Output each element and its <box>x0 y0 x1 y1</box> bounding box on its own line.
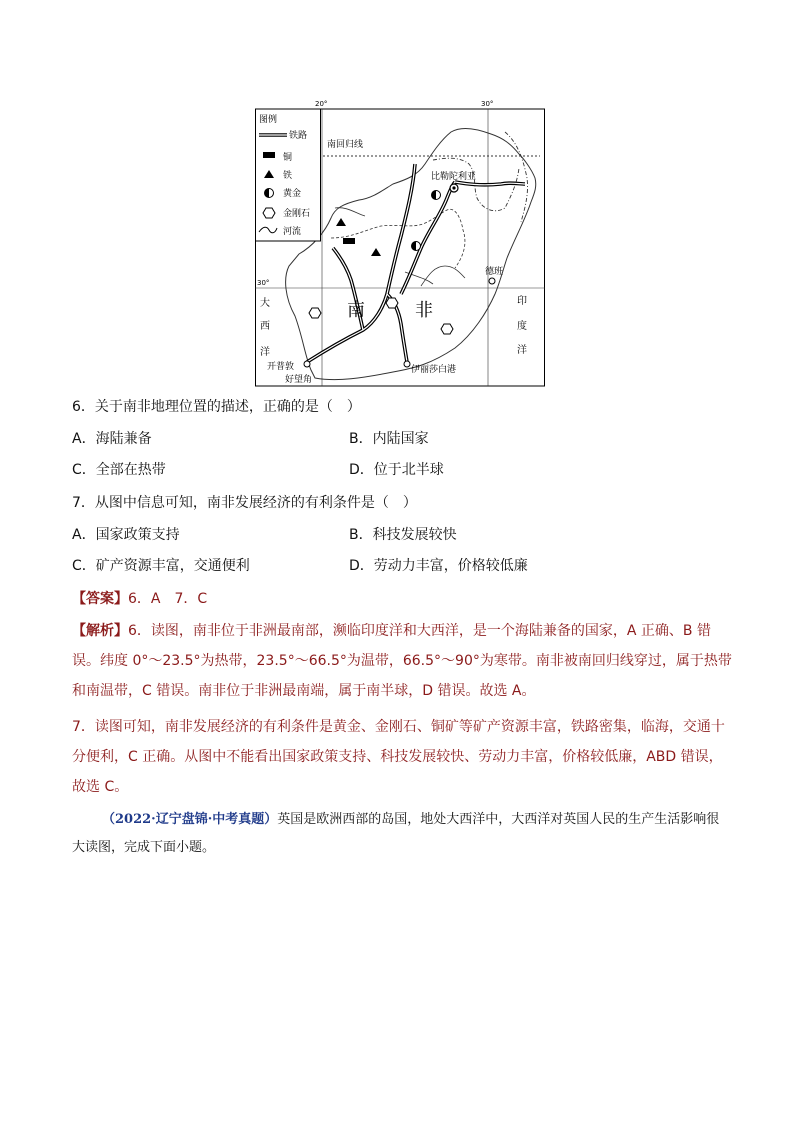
q7-option-c[interactable]: C．矿产资源丰富，交通便利 <box>72 558 250 574</box>
capetown-marker <box>304 361 310 367</box>
q7-option-a[interactable]: A．国家政策支持 <box>72 527 180 543</box>
city-pretoria: 比勒陀利亚 <box>431 172 477 182</box>
analysis-text-1: 6．读图，南非位于非洲最南部，濒临印度洋和大西洋，是一个海陆兼备的国家，A 正确、B 错误。纬度 0°～23.5°为热带，23.5°～66.5°为温带，66.5°～90°为寒带。南非被南回归线穿过，属于热带和南温带，C 错误。南非位于非洲最南端，属于南半球，D 错误。故选 A。 <box>72 623 732 699</box>
q6-option-c[interactable]: C．全部在热带 <box>72 462 166 478</box>
next-question-intro <box>72 806 732 862</box>
diamond-icon <box>441 324 453 334</box>
legend-iron: 铁 <box>283 171 293 181</box>
indian-char-1: 印 <box>517 296 527 307</box>
legend-gold: 黄金 <box>283 189 302 199</box>
indian-char-2: 度 <box>517 321 527 332</box>
lon-label-20: 20° <box>315 100 328 108</box>
q7-stem: 7．从图中信息可知，南非发展经济的有利条件是（ ） <box>72 495 417 511</box>
city-capetown: 开普敦 <box>267 362 295 372</box>
country-char-2: 非 <box>415 300 433 321</box>
atlantic-char-2: 西 <box>260 321 270 332</box>
q7-option-b[interactable]: B．科技发展较快 <box>349 527 457 543</box>
answer-tag: 【答案】 <box>72 591 128 607</box>
indian-char-3: 洋 <box>517 345 527 356</box>
legend-river: 河流 <box>283 227 302 237</box>
durban-marker <box>489 278 495 284</box>
q6-stem: 6．关于南非地理位置的描述，正确的是（ ） <box>72 399 361 415</box>
answer-line <box>72 589 207 609</box>
country-char-1: 南 <box>347 300 365 321</box>
city-durban: 德班 <box>485 267 504 277</box>
legend-railway: 铁路 <box>289 131 308 141</box>
answer-text: 6．A 7．C <box>128 591 208 607</box>
legend-copper: 铜 <box>283 153 293 163</box>
port-elizabeth-marker <box>404 361 410 367</box>
question-source: （2022·辽宁盘锦·中考真题） <box>102 812 278 827</box>
q6-option-b[interactable]: B．内陆国家 <box>349 431 429 447</box>
tropic-label: 南回归线 <box>327 140 364 150</box>
analysis-paragraph-1 <box>72 616 732 706</box>
q6-option-d[interactable]: D．位于北半球 <box>349 462 444 478</box>
atlantic-char-3: 洋 <box>260 347 270 358</box>
lat-label-30: 30° <box>257 279 270 287</box>
diamond-icon <box>263 208 275 218</box>
q6-option-a[interactable]: A．海陆兼备 <box>72 431 152 447</box>
q7-option-d[interactable]: D．劳动力丰富，价格较低廉 <box>349 558 528 574</box>
atlantic-char-1: 大 <box>260 298 270 309</box>
intro-text: 英国是欧洲西部的岛国，地处大西洋中，大西洋对英国人民的生产生活影响很大读图，完成下面小题。 <box>72 812 720 855</box>
diamond-icon <box>309 308 321 318</box>
legend-diamond: 金刚石 <box>283 209 311 219</box>
lon-label-30: 30° <box>481 100 494 108</box>
cape-good-hope: 好望角 <box>285 375 313 385</box>
copper-icon <box>343 238 355 244</box>
copper-icon <box>263 152 275 158</box>
south-africa-map <box>255 98 545 388</box>
analysis-paragraph-2: 7．读图可知，南非发展经济的有利条件是黄金、金刚石、铜矿等矿产资源丰富，铁路密集，临海，交通十分便利，C 正确。从图中不能看出国家政策支持、科技发展较快、劳动力丰富，价格较低廉，ABD 错误，故选 C。 <box>72 719 725 795</box>
diamond-icon <box>386 298 398 308</box>
legend-title: 图例 <box>259 115 278 125</box>
analysis-tag: 【解析】 <box>72 623 128 639</box>
city-port-elizabeth: 伊丽莎白港 <box>411 365 457 375</box>
